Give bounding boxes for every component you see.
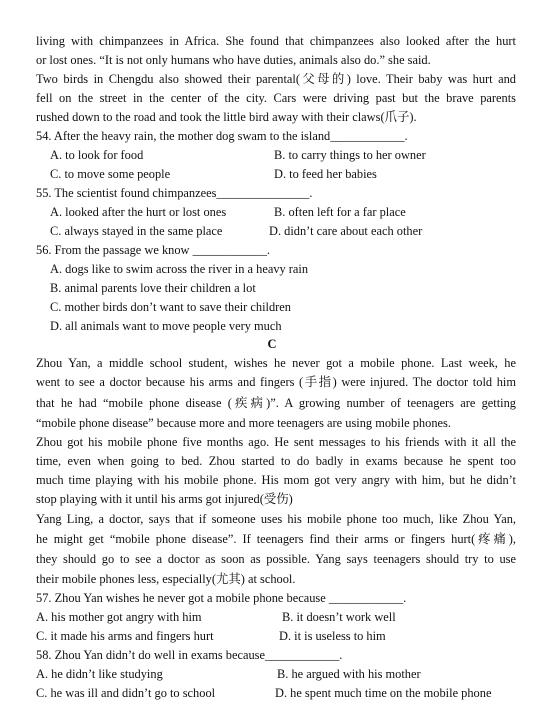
passage-c-line: they should go to see a doctor as soon as possible. Yang says teenagers should try to use xyxy=(36,552,516,566)
passage-c-line: “mobile phone disease” because more and more teenagers are using mobile phones. xyxy=(36,416,451,430)
question-stem: 57. Zhou Yan wishes he never got a mobile phone because ____________. xyxy=(36,591,407,605)
passage-c-line: time, even when going to bed. Zhou started to do badly in exams because he spent too xyxy=(36,454,516,468)
passage-b-line: Two birds in Chengdu also showed their parental(父母的) love. Their baby was hurt and xyxy=(36,72,516,86)
answer-option: D. all animals want to move people very much xyxy=(50,319,282,333)
passage-c-line: much time playing with his mobile phone. His mom got very angry with him, but he didn’t xyxy=(36,473,516,487)
passage-b-line: or lost ones. “It is not only humans who have duties, animals also do.” she said. xyxy=(36,53,431,67)
passage-c-line: Zhou Yan, a middle school student, wishes he never got a mobile phone. Last week, he xyxy=(36,356,516,370)
passage-b-line: living with chimpanzees in Africa. She found that chimpanzees also looked after the hurt xyxy=(36,34,516,48)
answer-option: A. he didn’t like studying xyxy=(36,667,163,681)
answer-option: B. often left for a far place xyxy=(274,205,406,219)
answer-option: D. he spent much time on the mobile phone xyxy=(275,686,492,700)
question-stem: 54. After the heavy rain, the mother dog swam to the island____________. xyxy=(36,129,408,143)
answer-option: C. to move some people xyxy=(50,167,171,181)
answer-option: A. his mother got angry with him xyxy=(36,610,202,624)
passage-b-line: rushed down to the road and took the little bird away with their claws(爪子). xyxy=(36,110,417,124)
answer-option: B. it doesn’t work well xyxy=(282,610,396,624)
passage-c-line: he might get “mobile phone disease”. If teenagers find their arms or fingers hurt(疼痛), xyxy=(36,532,516,546)
answer-option: A. to look for food xyxy=(50,148,144,162)
answer-option: B. he argued with his mother xyxy=(277,667,421,681)
passage-c-line: their mobile phones less, especially(尤其) at school. xyxy=(36,572,296,586)
answer-option: A. looked after the hurt or lost ones xyxy=(50,205,227,219)
answer-option: C. he was ill and didn’t go to school xyxy=(36,686,216,700)
passage-c-line: stop playing with it until his arms got injured(受伤) xyxy=(36,492,293,506)
answer-option: D. didn’t care about each other xyxy=(269,224,423,238)
passage-c-line: went to see a doctor because his arms and fingers (手指) were injured. The doctor told him xyxy=(36,375,516,389)
answer-option: D. to feed her babies xyxy=(274,167,377,181)
answer-option: C. it made his arms and fingers hurt xyxy=(36,629,214,643)
section-heading: C xyxy=(267,337,277,351)
answer-option: B. to carry things to her owner xyxy=(274,148,426,162)
question-stem: 55. The scientist found chimpanzees_______________. xyxy=(36,186,313,200)
answer-option: D. it is useless to him xyxy=(279,629,386,643)
answer-option: B. animal parents love their children a lot xyxy=(50,281,256,295)
passage-b-line: fell on the street in the center of the city. Cars were driving past but the brave parents xyxy=(36,91,516,105)
passage-c-line: Zhou got his mobile phone five months ago. He sent messages to his friends with it all the xyxy=(36,435,516,449)
answer-option: C. always stayed in the same place xyxy=(50,224,223,238)
answer-option: A. dogs like to swim across the river in a heavy rain xyxy=(50,262,309,276)
answer-option: C. mother birds don’t want to save their children xyxy=(50,300,291,314)
passage-c-line: that he had “mobile phone disease (疾病)”. A growing number of teenagers are getting xyxy=(36,396,516,410)
question-stem: 56. From the passage we know ____________. xyxy=(36,243,271,257)
passage-c-line: Yang Ling, a doctor, says that if someone uses his mobile phone too much, like Zhou Yan, xyxy=(36,512,516,526)
question-stem: 58. Zhou Yan didn’t do well in exams because____________. xyxy=(36,648,343,662)
